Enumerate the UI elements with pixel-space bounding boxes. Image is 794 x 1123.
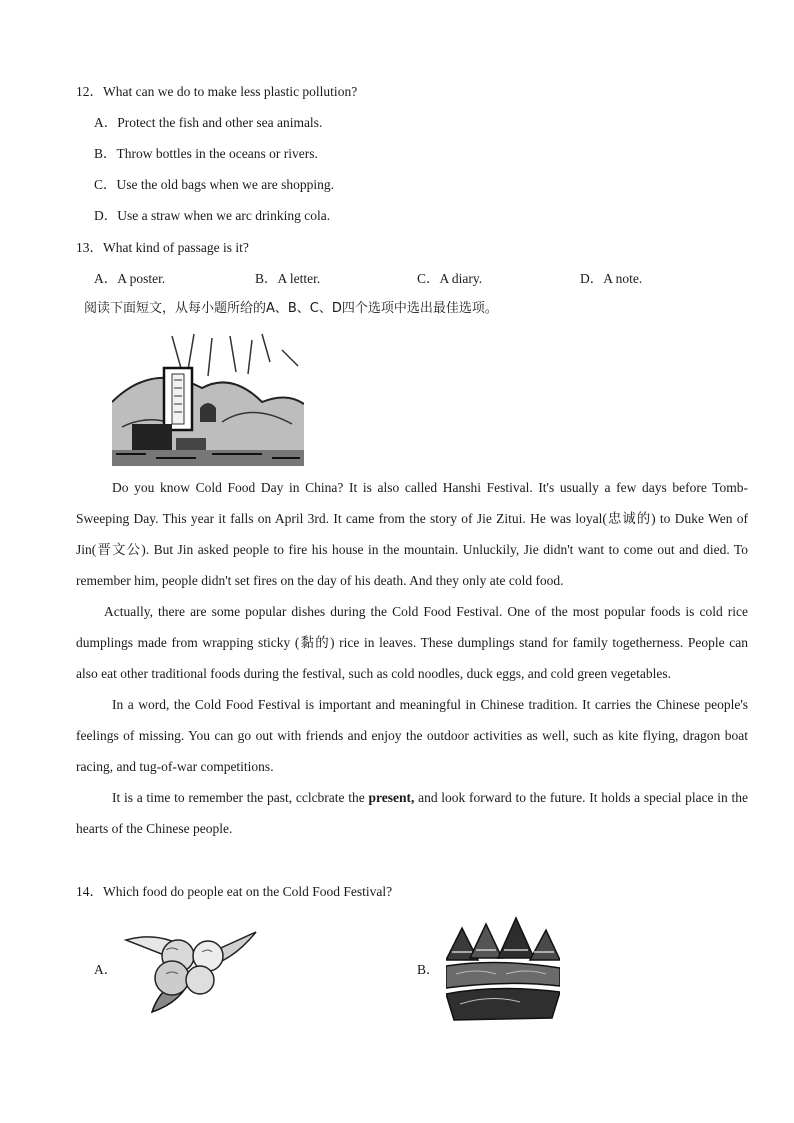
passage-paragraph-4 bbox=[76, 782, 748, 844]
q14-option-a-image bbox=[122, 922, 258, 1014]
passage-paragraph-3: In a word, the Cold Food Festival is important and meaningful in Chinese tradition. It carries the Chinese people's feelings of missing. You can go out with friends and enjoy the outdoor activities as well, such as kite flying, dragon boat racing, and tug-of-war competitions. bbox=[76, 697, 748, 774]
passage-paragraph-1: Do you know Cold Food Day in China? It is also called Hanshi Festival. It's usually a few days before Tomb-Sweeping Day. This year it falls on April 3rd. It came from the story of Jie Zitui. He was loyal(忠诚的) to Duke Wen of Jin(晋文公). But Jin asked people to fire his house in the mountain. Unluckily, Jie didn't want to come out and died. To remember him, people didn't set fires on the day of his death. And they only ate cold food. bbox=[76, 480, 748, 588]
q12-option-b: B．Throw bottles in the oceans or rivers. bbox=[94, 146, 318, 161]
passage-p4-after: and look forward to the future. It holds a special place in the hearts of the Chinese people. bbox=[76, 790, 748, 836]
passage-paragraph-2: Actually, there are some popular dishes during the Cold Food Festival. One of the most popular foods is cold rice dumplings made from wrapping sticky (黏的) rice in leaves. These dumplings stand for family togetherness. People can also eat other traditional foods during the festival, such as cold noodles, duck eggs, and cold green vegetables. bbox=[76, 604, 748, 681]
passage-p4-bold: present, bbox=[368, 790, 415, 805]
q14-option-a-label: A． bbox=[94, 962, 118, 977]
q12-option-d: D．Use a straw when we arc drinking cola. bbox=[94, 208, 331, 223]
q13-question: 13．What kind of passage is it? bbox=[76, 240, 249, 255]
festival-illustration bbox=[112, 332, 304, 466]
q14-option-b-label: B． bbox=[417, 962, 440, 977]
q14-question: 14．Which food do people eat on the Cold Food Festival? bbox=[76, 884, 393, 899]
q12-option-a: A．Protect the fish and other sea animals. bbox=[94, 115, 323, 130]
q13-option-a: A．A poster. bbox=[94, 271, 166, 286]
passage-p4-before: It is a time to remember the past, cclcbrate the bbox=[112, 790, 369, 805]
reading-instruction: 阅读下面短文，从每小题所给的A、B、C、D四个选项中选出最佳选项。 bbox=[84, 301, 498, 316]
q13-option-d: D．A note. bbox=[580, 271, 643, 286]
q13-option-c: C．A diary. bbox=[417, 271, 483, 286]
q12-question: 12．What can we do to make less plastic pollution? bbox=[76, 84, 358, 99]
passage bbox=[76, 472, 748, 844]
q13-option-b: B．A letter. bbox=[255, 271, 321, 286]
q14-option-b-image bbox=[446, 914, 560, 1022]
q12-option-c: C．Use the old bags when we are shopping. bbox=[94, 177, 334, 192]
